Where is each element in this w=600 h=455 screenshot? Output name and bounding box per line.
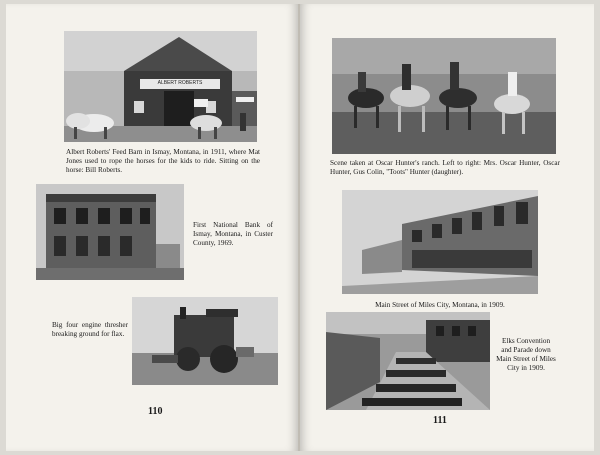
thresher-photo	[132, 297, 278, 385]
right-page	[300, 4, 594, 451]
caption-elks: Elks Convention and Parade down Main Street of Miles City in 1909.	[496, 337, 556, 372]
page-number-left: 110	[148, 406, 163, 417]
main-street-photo	[342, 190, 538, 294]
page-number-right: 111	[433, 415, 447, 426]
left-page	[6, 4, 298, 451]
feed-barn-photo	[64, 31, 257, 142]
caption-main-street: Main Street of Miles City, Montana, in 1909.	[375, 301, 505, 309]
ranch-photo	[332, 38, 556, 154]
caption-ranch: Scene taken at Oscar Hunter's ranch. Left to right: Mrs. Oscar Hunter, Oscar Hunter, Gus Colin, "Toots" Hunter (daughter).	[330, 159, 560, 176]
caption-thresher: Big four engine thresher breaking ground for flax.	[52, 321, 128, 338]
bank-photo	[36, 184, 184, 280]
caption-bank: First National Bank of Ismay, Montana, in Custer County, 1969.	[193, 221, 273, 247]
elks-parade-photo	[326, 312, 490, 410]
caption-feed-barn: Albert Roberts' Feed Barn in Ismay, Montana, in 1911, where Mat Jones used to rope the horses for the kids to ride. Sitting on the horse: Bill Roberts.	[66, 148, 260, 174]
barn-sign: ALBERT ROBERTS	[157, 80, 203, 86]
